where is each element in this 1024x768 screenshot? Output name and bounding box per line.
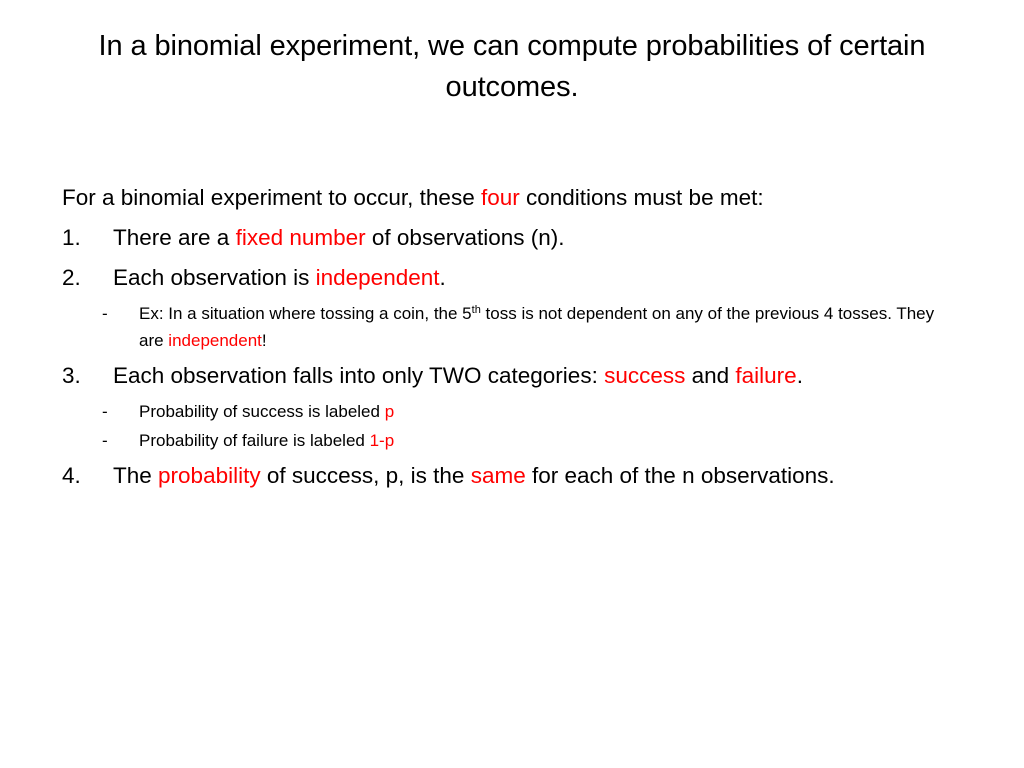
condition-highlight: fixed number (235, 225, 366, 250)
condition-text-before: Each observation falls into only TWO categories: (113, 363, 605, 388)
intro-text-after: conditions must be met: (519, 185, 764, 210)
condition-highlight-same: same (470, 463, 526, 488)
condition-highlight-failure: failure (735, 363, 797, 388)
sub-bullet-dash: - (102, 431, 108, 450)
condition-text (113, 224, 565, 252)
condition-highlight-probability: probability (158, 463, 261, 488)
sub-bullet-text (139, 427, 394, 454)
sub-text-part2: toss is not dependent on any of the previous 4 tosses. They are (139, 304, 935, 350)
intro-highlight: four (480, 185, 520, 210)
condition-text (113, 462, 835, 490)
condition-number: 1. (62, 225, 81, 250)
sub-text: Probability of failure is labeled (139, 431, 370, 450)
sub-text-highlight: 1-p (369, 431, 395, 450)
sub-text-superscript: th (471, 304, 481, 316)
condition-text-after: . (796, 363, 803, 388)
condition-3-subpoint-failure (62, 427, 962, 454)
condition-text-after: for each of the n observations. (525, 463, 835, 488)
sub-bullet-dash: - (102, 304, 108, 323)
sub-text-after: ! (261, 331, 267, 350)
condition-text-before: Each observation is (113, 265, 316, 290)
condition-highlight: independent (315, 265, 440, 290)
condition-text (113, 264, 446, 292)
condition-number: 3. (62, 363, 81, 388)
sub-bullet-dash: - (102, 402, 108, 421)
condition-3 (62, 362, 962, 390)
condition-highlight-success: success (604, 363, 686, 388)
condition-text-after: of observations (n). (365, 225, 565, 250)
condition-number: 4. (62, 463, 81, 488)
condition-text-middle: and (685, 363, 736, 388)
slide-body (62, 184, 962, 502)
condition-text-before: The (113, 463, 159, 488)
condition-3-subpoint-success (62, 398, 962, 425)
condition-4 (62, 462, 962, 490)
sub-bullet-text (139, 300, 962, 354)
condition-text-after: . (439, 265, 446, 290)
intro-line (62, 184, 962, 212)
condition-2-subpoint (62, 300, 962, 354)
condition-number: 2. (62, 265, 81, 290)
sub-text: Probability of success is labeled (139, 402, 385, 421)
sub-text-highlight: p (384, 402, 395, 421)
sub-bullet-text (139, 398, 394, 425)
condition-text-middle: of success, p, is the (260, 463, 471, 488)
condition-2 (62, 264, 962, 292)
condition-text (113, 362, 803, 390)
slide-title: In a binomial experiment, we can compute probabilities of certain outcomes. (98, 30, 926, 103)
condition-1 (62, 224, 962, 252)
intro-text-before: For a binomial experiment to occur, these (62, 185, 481, 210)
sub-text-part1: Ex: In a situation where tossing a coin, the 5 (139, 304, 472, 323)
condition-text-before: There are a (113, 225, 236, 250)
sub-text-highlight: independent (168, 331, 262, 350)
